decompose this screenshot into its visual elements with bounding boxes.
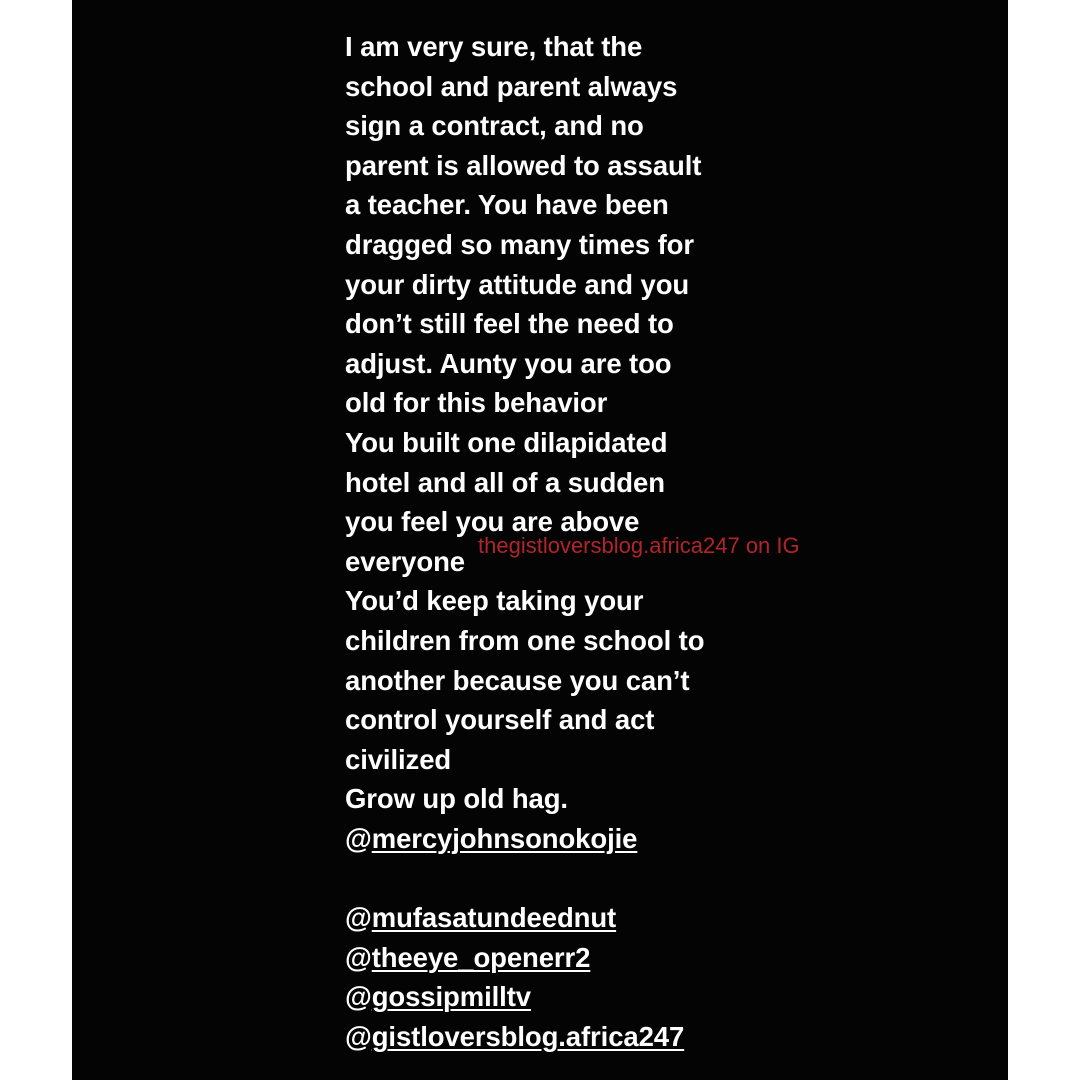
blank-line	[345, 858, 785, 898]
story-line: children from one school to	[345, 624, 705, 656]
story-line: I am very sure, that the	[345, 31, 643, 62]
mention-line	[345, 898, 785, 938]
mention-line	[345, 977, 785, 1017]
story-line: another because you can’t	[345, 664, 690, 696]
mention-line	[345, 1017, 785, 1057]
watermark-text: thegistloversblog.africa247 on IG	[478, 533, 800, 558]
story-line: everyone	[345, 545, 465, 577]
mention-link-mufasatundeednut[interactable]: mufasatundeednut	[371, 902, 617, 934]
mention-at-symbol: @	[345, 941, 372, 973]
mention-at-symbol: @	[345, 981, 372, 1013]
story-line: sign a contract, and no	[345, 110, 644, 142]
mention-line	[345, 938, 785, 978]
story-line: don’t still feel the need to	[345, 308, 674, 340]
story-line: adjust. Aunty you are too	[345, 347, 672, 379]
story-line: you feel you are above	[345, 506, 640, 538]
story-frame	[72, 0, 1008, 1080]
story-line: parent is allowed to assault	[345, 149, 702, 181]
mention-link-theeye-openerr2[interactable]: theeye_openerr2	[371, 941, 591, 973]
story-line: control yourself and act	[345, 704, 655, 736]
mention-at-symbol: @	[345, 822, 372, 854]
story-line: dragged so many times for	[345, 228, 694, 260]
story-line: You built one dilapidated	[345, 426, 668, 458]
mention-line	[345, 819, 785, 859]
story-line: old for this behavior	[345, 387, 608, 419]
story-line: school and parent always	[345, 70, 678, 102]
mention-link-gistloversblog-africa247[interactable]: gistloversblog.africa247	[371, 1020, 685, 1052]
story-line: hotel and all of a sudden	[345, 466, 665, 498]
story-line: a teacher. You have been	[345, 189, 669, 221]
mention-at-symbol: @	[345, 1020, 372, 1052]
story-line: Grow up old hag.	[345, 783, 568, 815]
story-line: civilized	[345, 743, 452, 775]
mention-link-mercyjohnsonokojie[interactable]: mercyjohnsonokojie	[371, 822, 638, 854]
mention-at-symbol: @	[345, 902, 372, 934]
story-line: You’d keep taking your	[345, 585, 644, 617]
story-line: your dirty attitude and you	[345, 268, 690, 300]
mention-link-gossipmilltv[interactable]: gossipmilltv	[371, 981, 531, 1013]
